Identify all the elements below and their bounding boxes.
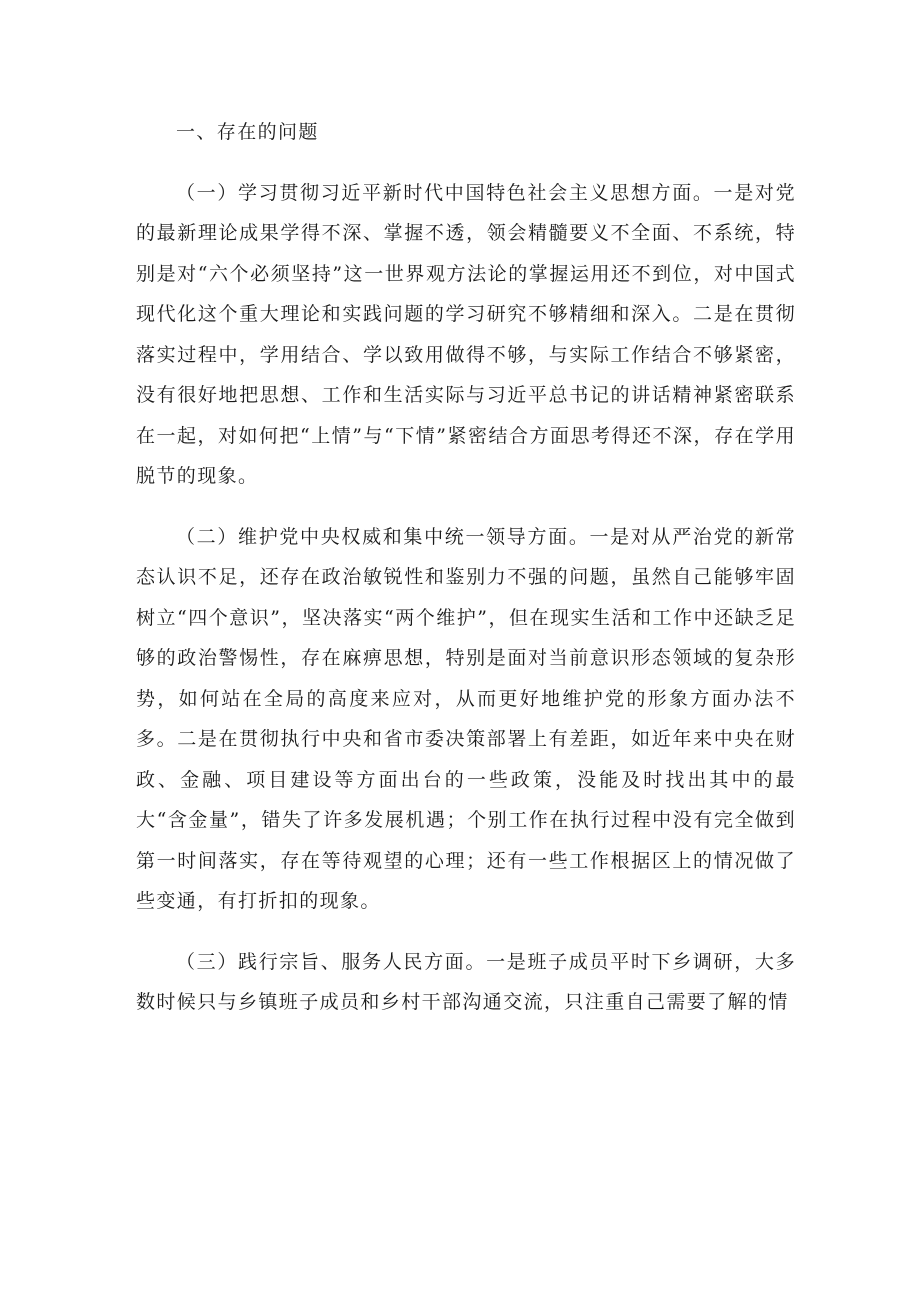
section-heading: 一、存在的问题 [176, 121, 319, 143]
paragraph-ideology: （一）学习贯彻习近平新时代中国特色社会主义思想方面。一是对党的最新理论成果学得不深、掌握不透，领会精髓要义不全面、不系统，特别是对“六个必须坚持”这一世界观方法论的掌握运用还不到位，对中国式现代化这个重大理论和实践问题的学习研究不够精细和深入。二是在贯彻落实过程中，学用结合、学以致用做得不够，与实际工作结合不够紧密，没有很好地把思想、工作和生活实际与习近平总书记的讲话精神紧密联系在一起，对如何把“上情”与“下情”紧密结合方面思考得还不深，存在学用脱节的现象。 [136, 181, 796, 487]
document-body [136, 112, 796, 1043]
paragraph-serving-people: （三）践行宗旨、服务人民方面。一是班子成员平时下乡调研，大多数时候只与乡镇班子成员和乡村干部沟通交流，只注重自己需要了解的情 [136, 950, 796, 1013]
paragraph-central-authority: （二）维护党中央权威和集中统一领导方面。一是对从严治党的新常态认识不足，还存在政治敏锐性和鉴别力不强的问题，虽然自己能够牢固树立“四个意识”，坚决落实“两个维护”，但在现实生活和工作中还缺乏足够的政治警惕性，存在麻痹思想，特别是面对当前意识形态领域的复杂形势，如何站在全局的高度来应对，从而更好地维护党的形象方面办法不多。二是在贯彻执行中央和省市委决策部署上有差距，如近年来中央在财政、金融、项目建设等方面出台的一些政策，没能及时找出其中的最大“含金量”，错失了许多发展机遇；个别工作在执行过程中没有完全做到第一时间落实，存在等待观望的心理；还有一些工作根据区上的情况做了些变通，有打折扣的现象。 [136, 525, 796, 912]
